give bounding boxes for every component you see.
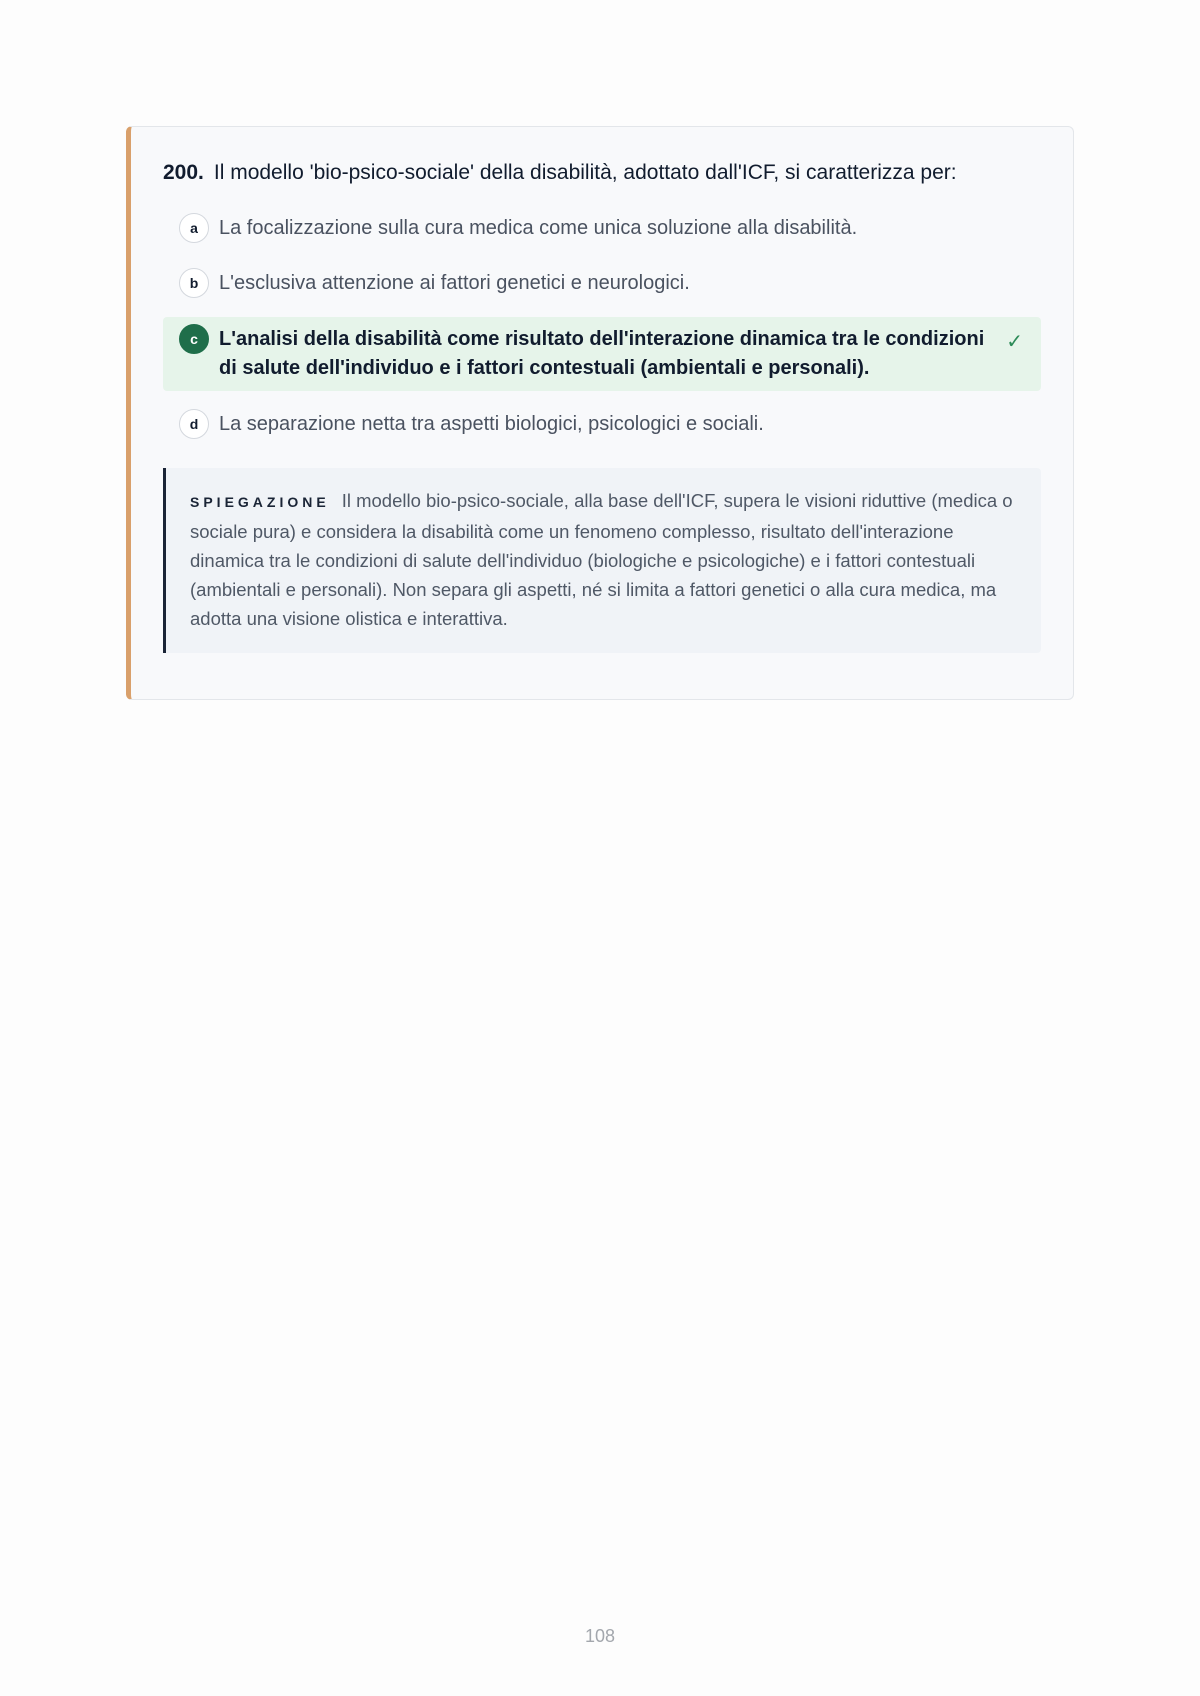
- option-text: L'analisi della disabilità come risultato dell'interazione dinamica tra le condizioni di salute dell'individuo e i fattori contestuali (ambientali e personali).: [219, 328, 985, 379]
- option-text: La separazione netta tra aspetti biologici, psicologici e sociali.: [219, 413, 764, 435]
- option-letter-badge: a: [179, 213, 209, 243]
- option-text: L'esclusiva attenzione ai fattori genetici e neurologici.: [219, 272, 690, 294]
- option-text: La focalizzazione sulla cura medica come unica soluzione alla disabilità.: [219, 217, 858, 239]
- option-b[interactable]: [163, 262, 1041, 305]
- explanation-text: Il modello bio-psico-sociale, alla base dell'ICF, supera le visioni riduttive (medica o sociale pura) e considera la disabilità come un fenomeno complesso, risultato dell'interazione dinamica tra le condizioni di salute dell'individuo (biologiche e psicologiche) e i fattori contestuali (ambientali e personali). Non separa gli aspetti, né si limita a fattori genetici o alla cura medica, ma adotta una visione olistica e interattiva.: [190, 490, 1013, 629]
- option-letter-badge: b: [179, 268, 209, 298]
- page-number: 108: [584, 1626, 616, 1646]
- option-c-correct[interactable]: [163, 317, 1041, 391]
- question-text-block: [163, 157, 1041, 189]
- option-letter-badge: c: [179, 324, 209, 354]
- explanation-label: SPIEGAZIONE: [190, 494, 330, 510]
- question-number: 200.: [163, 161, 204, 184]
- question-card: [126, 126, 1074, 700]
- option-d[interactable]: [163, 403, 1041, 446]
- option-letter-badge: d: [179, 409, 209, 439]
- question-text: Il modello 'bio-psico-sociale' della disabilità, adottato dall'ICF, si caratterizza per:: [213, 161, 957, 184]
- explanation-box: [163, 468, 1041, 653]
- answer-options: [163, 207, 1041, 446]
- option-a[interactable]: [163, 207, 1041, 250]
- checkmark-icon: ✓: [1006, 331, 1023, 353]
